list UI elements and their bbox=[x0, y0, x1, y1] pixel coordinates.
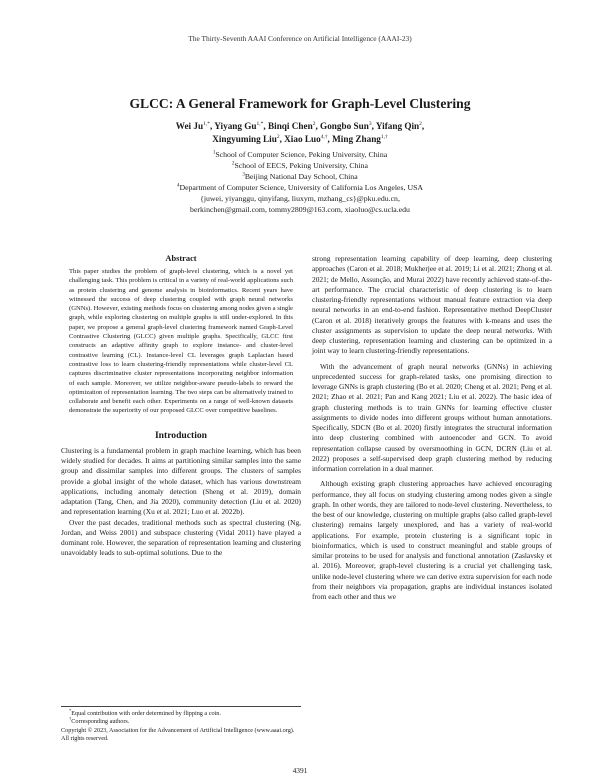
author-mark: 1,* bbox=[256, 120, 264, 127]
author-mark: 1,* bbox=[203, 120, 210, 127]
paragraph: With the advancement of graph neural networks (GNNs) in achieving unprecedented success for graph-related tasks, one promising direction to leverage GNNs is graph clustering (Bo et al. 2020; Cheng et al. 2021; Peng et al. 2021; Zhao et al. 2021; Pan and Kang 2021; Liu et al. 2022). The basic idea of graph clustering methods is to train GNNs for learning effective cluster assignments to divide nodes into different groups without human annotations. Specifically, SDCN (Bo et al. 2020) firstly integrates the structural information into deep clustering combined with autoencoder and GCN. To avoid representation collapse caused by oversmoothing in GCN, DCRN (Liu et al. 2022) proposes a self-supervised deep graph clustering method by reducing information correlation in a dual manner. bbox=[312, 361, 552, 473]
email-line: berkinchen@gmail.com, tommy2809@163.com, xiaoluo@cs.ucla.edu bbox=[190, 204, 410, 214]
abstract-text: This paper studies the problem of graph-level clustering, which is a novel yet challenging task. This problem is critical in a variety of real-world applications such as protein clustering and genome analysis in bioinformatics. Recent years have witnessed the success of deep clustering coupled with graph neural networks (GNNs). However, existing methods focus on clustering among nodes given a single graph, while exploring clustering on multiple graphs is still under-explored. In this paper, we propose a general graph-level clustering framework named Graph-Level Contrastive Clustering (GLCC) given multiple graphs. Specifically, GLCC first constructs an adaptive affinity graph to explore instance- and cluster-level contrastive learning (CL). Instance-level CL leverages graph Laplacian based contrastive loss to learn clustering-friendly representations while cluster-level CL captures discriminative cluster representations incorporating neighbor information of each sample. Moreover, we utilize neighbor-aware pseudo-labels to reward the optimization of representation learning. The two steps can be alternatively trained to collaborate and benefit each other. Experiments on a range of well-known datasets demonstrate the superiority of our proposed GLCC over competitive baselines. bbox=[69, 268, 293, 415]
conference-header: The Thirty-Seventh AAAI Conference on Artificial Intelligence (AAAI-23) bbox=[188, 34, 412, 43]
paper-title: GLCC: A General Framework for Graph-Level Clustering bbox=[129, 96, 471, 111]
author-name: Yifang Qin bbox=[375, 121, 420, 131]
author-name: Xiao Luo bbox=[284, 133, 321, 144]
affiliation-line: $^1$School of Computer Science, Peking University, China bbox=[212, 150, 388, 159]
affiliations bbox=[80, 150, 520, 215]
author-mark: 2 bbox=[312, 120, 316, 127]
author-list: Wei $Ju^{1,*}$, Yiyang $Gu^{1,*}$, Binqi Chen$^2$, Gongbo Sun$^3$, Yifang Qin$^2$, Xingyuming Liu$^2$, Xiao Luo$^{4,\dagger}$, Ming Zhang$^{1,\dagger}$ bbox=[175, 120, 425, 144]
footnote-equal-contribution: *Equal contribution with order determined by flipping a coin. bbox=[69, 707, 221, 717]
affiliation-line: $^2$School of EECS, Peking University, China bbox=[231, 160, 369, 170]
page-number: 4391 bbox=[292, 766, 308, 775]
author-mark: 2 bbox=[276, 133, 280, 140]
introduction-section bbox=[61, 446, 301, 559]
affiliation-line: $^4$Department of Computer Science, University of California Los Angeles, USA bbox=[176, 182, 424, 192]
email-line: {juwei, yiyanggu, qinyifang, liuxym, mzhang_cs}@pku.edu.cn, bbox=[200, 193, 400, 203]
abstract-section bbox=[61, 254, 301, 416]
author-mark: 2 bbox=[419, 120, 422, 127]
footnotes bbox=[61, 706, 301, 744]
abstract-heading: Abstract bbox=[165, 254, 197, 263]
copyright-notice: Copyright © 2023, Association for the Advancement of Artificial Intelligence (www.aaai.org). All rights reserved. bbox=[61, 726, 295, 743]
author-mark: 3 bbox=[368, 120, 372, 127]
author-name: Ming Zhang bbox=[332, 133, 381, 144]
author-name: Binqi Chen bbox=[268, 121, 313, 131]
paragraph: strong representation learning capability of deep learning, deep clustering approaches (Caron et al. 2018; Mukherjee et al. 2019; Li et al. 2021; Zhong et al. 2021; de Mello, Assunção, and Murai 2022) have recently achieved state-of-the-art performance. The crucial characteristic of deep clustering is to learn clustering-friendly representations without manual feature extraction via deep neural networks in an end-to-end fashion. Representative method DeepCluster (Caron et al. 2018) iteratively groups the features with k-means and uses the cluster assignments as supervision to update the deep neural networks. With deep clustering, representation learning and clustering can be optimized in a joint way to learn clustering-friendly representations. bbox=[312, 254, 552, 356]
introduction-heading: Introduction bbox=[154, 429, 208, 441]
right-column bbox=[312, 254, 552, 602]
author-mark: 4,† bbox=[320, 133, 328, 140]
author-name: Gongbo Sun bbox=[320, 121, 369, 131]
author-name: Xingyuming Liu bbox=[212, 133, 277, 144]
paragraph: Over the past decades, traditional methods such as spectral clustering (Ng, Jordan, and Weiss 2001) and subspace clustering (Vidal 2011) have played a dominant role. However, the separation of representation learning and clustering unavoidably leads to sub-optimal solutions. Due to the bbox=[61, 517, 301, 558]
author-name: Wei Ju bbox=[175, 121, 204, 131]
affiliation-line: $^3$Beijing National Day School, China bbox=[242, 171, 358, 181]
paragraph: Although existing graph clustering approaches have achieved encouraging performance, they all focus on studying clustering among nodes given a single graph. In other words, they are tailored to node-level clustering. Nevertheless, to the best of our knowledge, clustering on multiple graphs (also called graph-level clustering) remains largely unexplored, and has a variety of real-world applications. For example, protein clustering is a significant topic in bioinformatics, which is used to construct meaningful and stable groups of similar proteins to be used for analysis and functional annotation (Zaslavsky et al. 2016). Moreover, graph-level clustering is a crucial yet challenging task, unlike node-level clustering where we can derive extra supervision for each node from their neighbors via propagation, graphs are individual instances isolated from each other and thus we bbox=[312, 479, 552, 601]
footnote-corresponding: †Corresponding authors. bbox=[69, 716, 130, 726]
author-mark: 1,† bbox=[380, 133, 388, 140]
paragraph: Clustering is a fundamental problem in graph machine learning, which has been widely studied for decades. It aims at partitioning similar samples into the same group and dissimilar samples into different groups. The clusters of samples provide a global insight of the whole dataset, which has various downstream applications, including anomaly detection (Sheng et al. 2019), domain adaptation (Tang, Chen, and Jia 2020), community detection (Liu et al. 2020) and representation learning (Xu et al. 2021; Luo et al. 2022b). bbox=[61, 445, 301, 517]
left-column bbox=[61, 254, 301, 559]
author-name: Yiyang Gu bbox=[214, 121, 257, 131]
